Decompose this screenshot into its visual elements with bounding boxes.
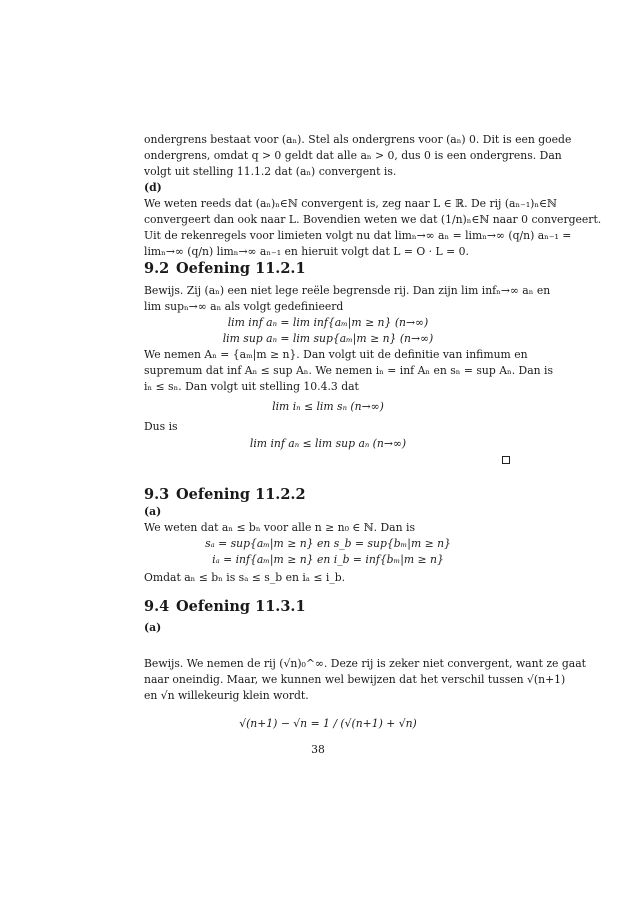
equation: lim iₙ ≤ lim sₙ (n→∞) <box>272 400 384 413</box>
text-line: Bewijs. We nemen de rij (√n)₀^∞. Deze rij is zeker niet convergent, want ze gaat <box>144 657 586 670</box>
equation: √(n+1) − √n = 1 / (√(n+1) + √n) <box>239 717 417 730</box>
section-number: 9.3 <box>144 486 170 503</box>
text-line: naar oneindig. Maar, we kunnen wel bewijzen dat het verschil tussen √(n+1) <box>144 673 566 686</box>
text-line: ondergrens, omdat q > 0 geldt dat alle aₙ > 0, dus 0 is een ondergrens. Dan <box>144 149 562 162</box>
equation: lim sup aₙ = lim sup{aₘ|m ≥ n} (n→∞) <box>222 332 434 345</box>
qed-square-icon <box>502 456 510 464</box>
section-heading-9-4 <box>144 596 512 618</box>
section-number: 9.4 <box>144 598 170 615</box>
section-title: Oefening 11.2.1 <box>176 260 306 277</box>
subheading-d: (d) <box>144 181 162 194</box>
text-line: Bewijs. Zij (aₙ) een niet lege reële begrensde rij. Dan zijn lim infₙ→∞ aₙ en <box>144 284 551 297</box>
text-line: convergeert dan ook naar L. Bovendien weten we dat (1/n)ₙ∈ℕ naar 0 convergeert. <box>144 213 602 226</box>
equation: sₐ = sup{aₘ|m ≥ n} en s_b = sup{bₘ|m ≥ n} <box>205 537 451 550</box>
text-line: Uit de rekenregels voor limieten volgt nu dat limₙ→∞ aₙ = limₙ→∞ (q/n) aₙ₋₁ = <box>144 229 572 242</box>
equation: lim inf aₙ ≤ lim sup aₙ (n→∞) <box>249 437 407 450</box>
section-number: 9.2 <box>144 260 170 277</box>
equation: lim inf aₙ = lim inf{aₘ|m ≥ n} (n→∞) <box>227 316 429 329</box>
text-line: en √n willekeurig klein wordt. <box>144 689 309 702</box>
text-line: limₙ→∞ (q/n) limₙ→∞ aₙ₋₁ en hieruit volgt dat L = O · L = 0. <box>144 245 469 258</box>
text-line: supremum dat inf Aₙ ≤ sup Aₙ. We nemen iₙ = inf Aₙ en sₙ = sup Aₙ. Dan is <box>144 364 554 377</box>
subheading-a: (a) <box>144 505 162 518</box>
section-title: Oefening 11.3.1 <box>176 598 306 615</box>
text-line: Dus is <box>144 420 178 433</box>
section-title: Oefening 11.2.2 <box>176 486 306 503</box>
section-heading-9-2 <box>144 258 512 280</box>
section-heading-9-3 <box>144 484 512 506</box>
text-line: volgt uit stelling 11.1.2 dat (aₙ) convergent is. <box>144 165 397 178</box>
text-line: We nemen Aₙ = {aₘ|m ≥ n}. Dan volgt uit de definitie van infimum en <box>144 348 528 361</box>
subheading-a: (a) <box>144 621 162 634</box>
equation: iₐ = inf{aₘ|m ≥ n} en i_b = inf{bₘ|m ≥ n} <box>212 553 444 566</box>
text-line: We weten dat aₙ ≤ bₙ voor alle n ≥ n₀ ∈ ℕ. Dan is <box>144 521 416 534</box>
text-line: lim supₙ→∞ aₙ als volgt gedefinieerd <box>144 300 344 313</box>
text-line: iₙ ≤ sₙ. Dan volgt uit stelling 10.4.3 dat <box>144 380 359 393</box>
text-line: Omdat aₙ ≤ bₙ is sₐ ≤ s_b en iₐ ≤ i_b. <box>144 571 346 584</box>
text-line: We weten reeds dat (aₙ)ₙ∈ℕ convergent is, zeg naar L ∈ ℝ. De rij (aₙ₋₁)ₙ∈ℕ <box>144 197 557 210</box>
text-line: ondergrens bestaat voor (aₙ). Stel als ondergrens voor (aₙ) 0. Dit is een goede <box>144 133 572 146</box>
page-number: 38 <box>311 743 325 756</box>
